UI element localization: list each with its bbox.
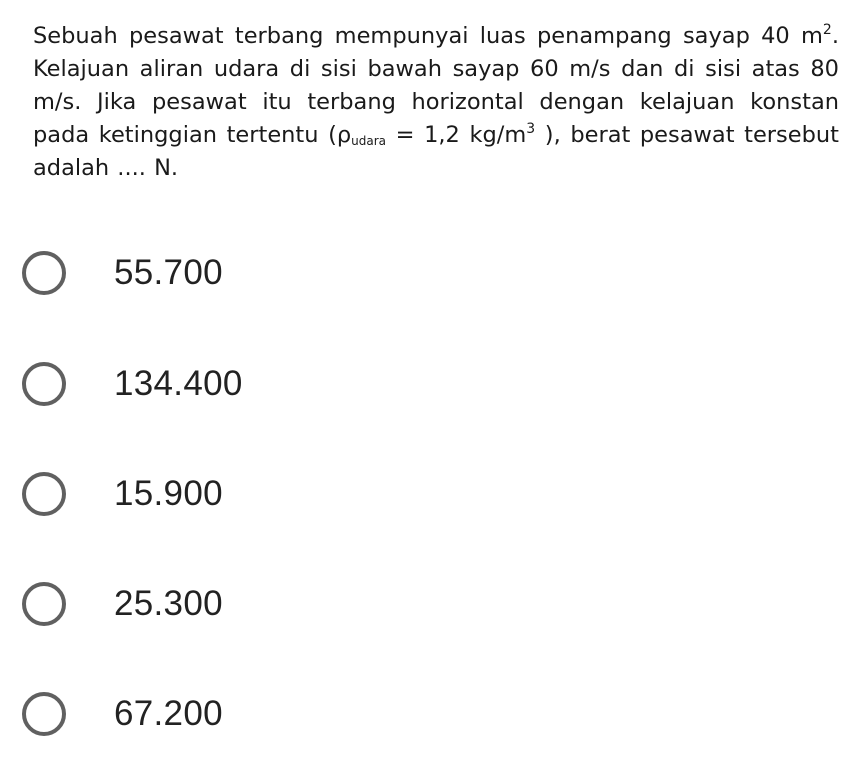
option-label: 67.200 <box>114 694 223 733</box>
question-part-3: = 1,2 kg/m <box>386 122 527 148</box>
option-label: 15.900 <box>114 474 223 513</box>
subscript-rho: udara <box>351 134 387 148</box>
radio-button-icon[interactable] <box>22 692 66 736</box>
radio-button-icon[interactable] <box>22 362 66 406</box>
superscript-volume-unit: 3 <box>526 121 536 137</box>
superscript-area-unit: 2 <box>822 22 832 38</box>
question-part-4: ), berat pesawat tersebut adalah .... N. <box>33 122 839 181</box>
radio-button-icon[interactable] <box>22 472 66 516</box>
question-part-2: . Kelajuan aliran udara di sisi bawah sayap 60 m/s dan di sisi atas 80 m/s. Jika pesawat itu terbang horizontal dengan kelajuan konstan pada ketinggian tertentu (ρ <box>33 23 839 148</box>
option-label: 25.300 <box>114 584 223 623</box>
option-label: 55.700 <box>114 253 223 292</box>
option-c[interactable] <box>22 466 522 522</box>
radio-button-icon[interactable] <box>22 251 66 295</box>
option-a[interactable] <box>22 245 522 301</box>
option-d[interactable] <box>22 576 522 632</box>
option-e[interactable] <box>22 686 522 742</box>
radio-button-icon[interactable] <box>22 582 66 626</box>
option-b[interactable] <box>22 356 522 412</box>
option-label: 134.400 <box>114 364 243 403</box>
question-part-1: Sebuah pesawat terbang mempunyai luas penampang sayap 40 m <box>33 23 823 49</box>
